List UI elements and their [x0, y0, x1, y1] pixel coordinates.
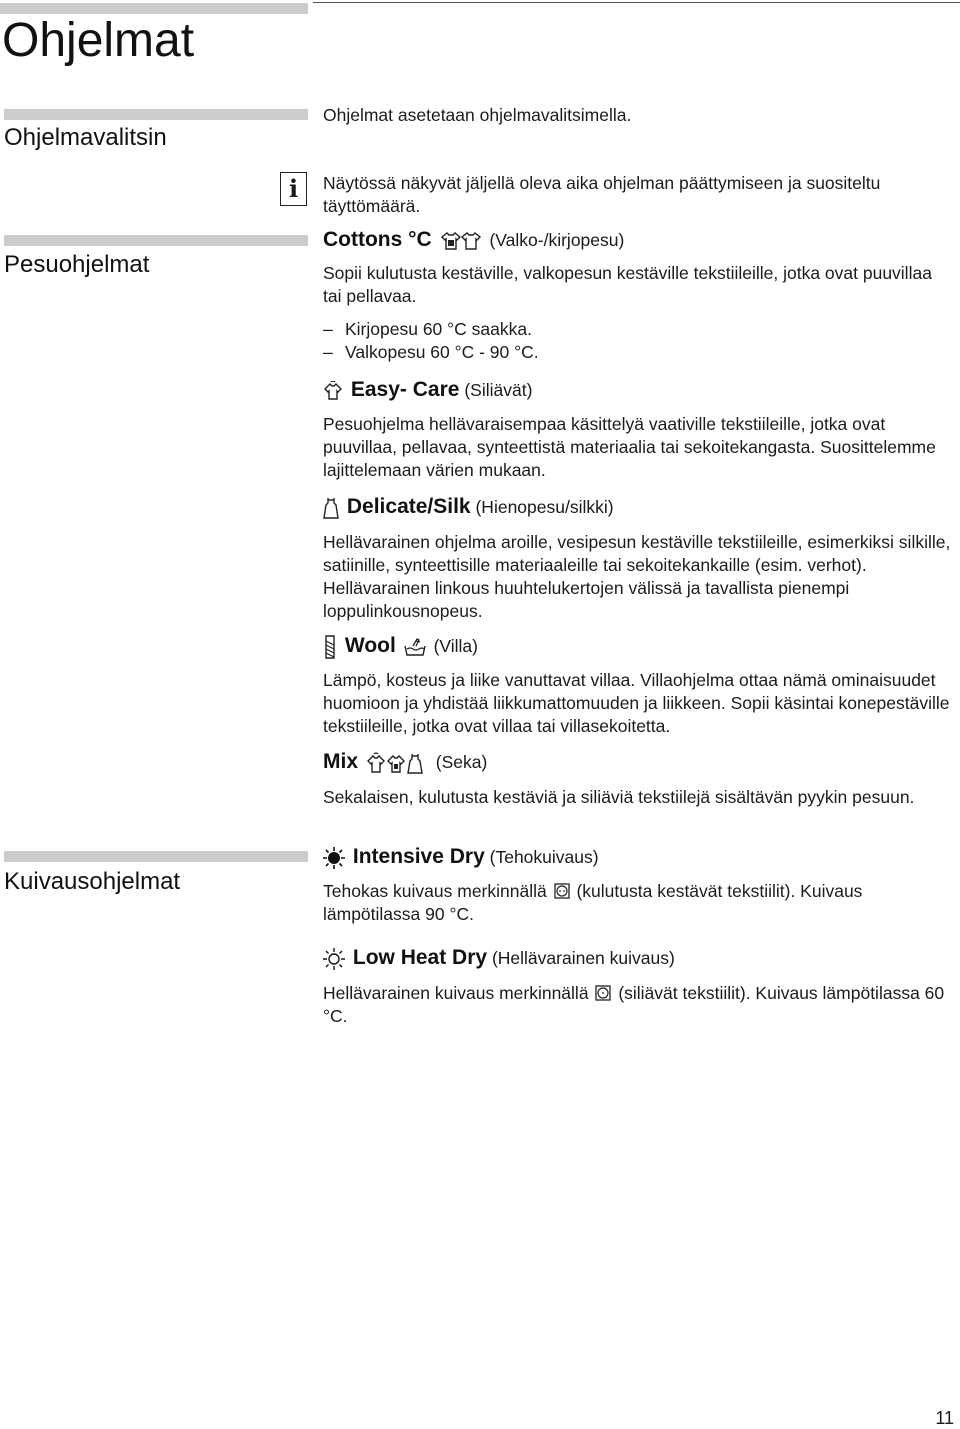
program-subtitle: (Hienopesu/silkki)	[475, 497, 614, 517]
program-name: Low Heat Dry	[352, 946, 488, 969]
program-cottons-desc: Sopii kulutusta kestäville, valkopesun kestäville tekstiileille, jotka ovat puuvillaa tai pellavaa.	[323, 263, 932, 306]
sun-outline-icon	[323, 948, 345, 970]
tumble-dry-icon	[554, 883, 570, 899]
program-subtitle: (Villa)	[433, 636, 478, 656]
easy-care-shirt-icon	[323, 381, 343, 401]
tumble-dry-icon	[595, 985, 611, 1001]
program-lowheat-heading	[323, 946, 675, 970]
header-rule	[313, 2, 960, 3]
program-cottons-heading	[323, 228, 624, 252]
cottons-item-1: – Kirjopesu 60 °C saakka.	[323, 319, 532, 339]
program-subtitle: (Hellävarainen kuivaus)	[491, 948, 675, 968]
program-mix-desc: Sekalaisen, kulutusta kestäviä ja siliäviä tekstiilejä sisältävän pyykin pesuun.	[323, 787, 915, 807]
program-name: Wool	[344, 634, 396, 657]
section-bar-dry	[4, 851, 308, 862]
program-delicate-desc: Hellävarainen ohjelma aroille, vesipesun kestäville tekstiileille, esimerkiksi silkille, satiinille, synteettisille materiaaleille tai sekoitekankaille (esim. verhot). Hellävarainen linkous huuhtelukertojen välissä ja tavallista pienempi loppulinkousnopeus.	[323, 532, 951, 621]
program-mix-heading	[323, 750, 487, 774]
info-icon: i	[280, 172, 307, 206]
cotton-wash-shirts-icon	[440, 231, 482, 251]
selector-text: Ohjelmat asetetaan ohjelmavalitsimella.	[323, 105, 632, 125]
section-bar-wash	[4, 235, 308, 246]
delicate-dress-icon	[323, 497, 339, 519]
cottons-item-2: – Valkopesu 60 °C - 90 °C.	[323, 342, 539, 362]
program-lowheat-desc: Hellävarainen kuivaus merkinnällä (siliävät tekstiilit). Kuivaus lämpötilassa 60 °C.	[323, 983, 945, 1026]
program-easycare-heading	[323, 378, 532, 402]
program-wool-desc: Lämpö, kosteus ja liike vanuttavat villaa. Villaohjelma ottaa nämä ominaisuudet huomioon ja yhdistää liikkumattomuuden ja liikkeen. Sopii käsintai konepestäville tekstiileille, jotka ovat villaa tai villasekoitettа.	[323, 670, 950, 736]
program-subtitle: (Seka)	[435, 752, 488, 772]
section-heading-wash: Pesuohjelmat	[4, 251, 150, 278]
program-name: Delicate/Silk	[346, 495, 471, 518]
section-bar-selector	[4, 109, 308, 120]
page-title: Ohjelmat	[2, 14, 195, 67]
program-easycare-desc: Pesuohjelma hellävaraisempaa käsittelyä vaativille tekstiileille, jotka ovat puuvillaa, pellavaa, synteettistä materiaalia tai sekoitekangasta. Suosittelemme lajittelemaan värien mukaan.	[323, 414, 936, 480]
hand-wash-icon	[404, 637, 426, 657]
selector-note: Näytössä näkyvät jäljellä oleva aika ohjelman päättymiseen ja suositeltu täyttömäärä.	[323, 173, 881, 216]
mix-textile-icons	[366, 752, 428, 774]
program-name: Cottons °C	[323, 228, 432, 251]
program-name: Mix	[323, 750, 359, 773]
program-wool-heading	[323, 634, 478, 659]
program-name: Easy- Care	[350, 378, 460, 401]
program-intensive-heading	[323, 845, 599, 869]
section-heading-dry: Kuivausohjelmat	[4, 868, 181, 895]
section-heading-selector: Ohjelmavalitsin	[4, 124, 167, 151]
program-subtitle: (Siliävät)	[464, 380, 533, 400]
program-intensive-desc: Tehokas kuivaus merkinnällä (kulutusta kestävät tekstiilit). Kuivaus lämpötilassa 90 °C.	[323, 881, 863, 924]
program-subtitle: (Valko-/kirjopesu)	[489, 230, 625, 250]
program-subtitle: (Tehokuivaus)	[489, 847, 599, 867]
wool-skein-icon	[323, 635, 337, 659]
sun-filled-icon	[323, 847, 345, 869]
page-number: 11	[935, 1408, 954, 1428]
program-delicate-heading	[323, 495, 614, 519]
program-name: Intensive Dry	[352, 845, 485, 868]
